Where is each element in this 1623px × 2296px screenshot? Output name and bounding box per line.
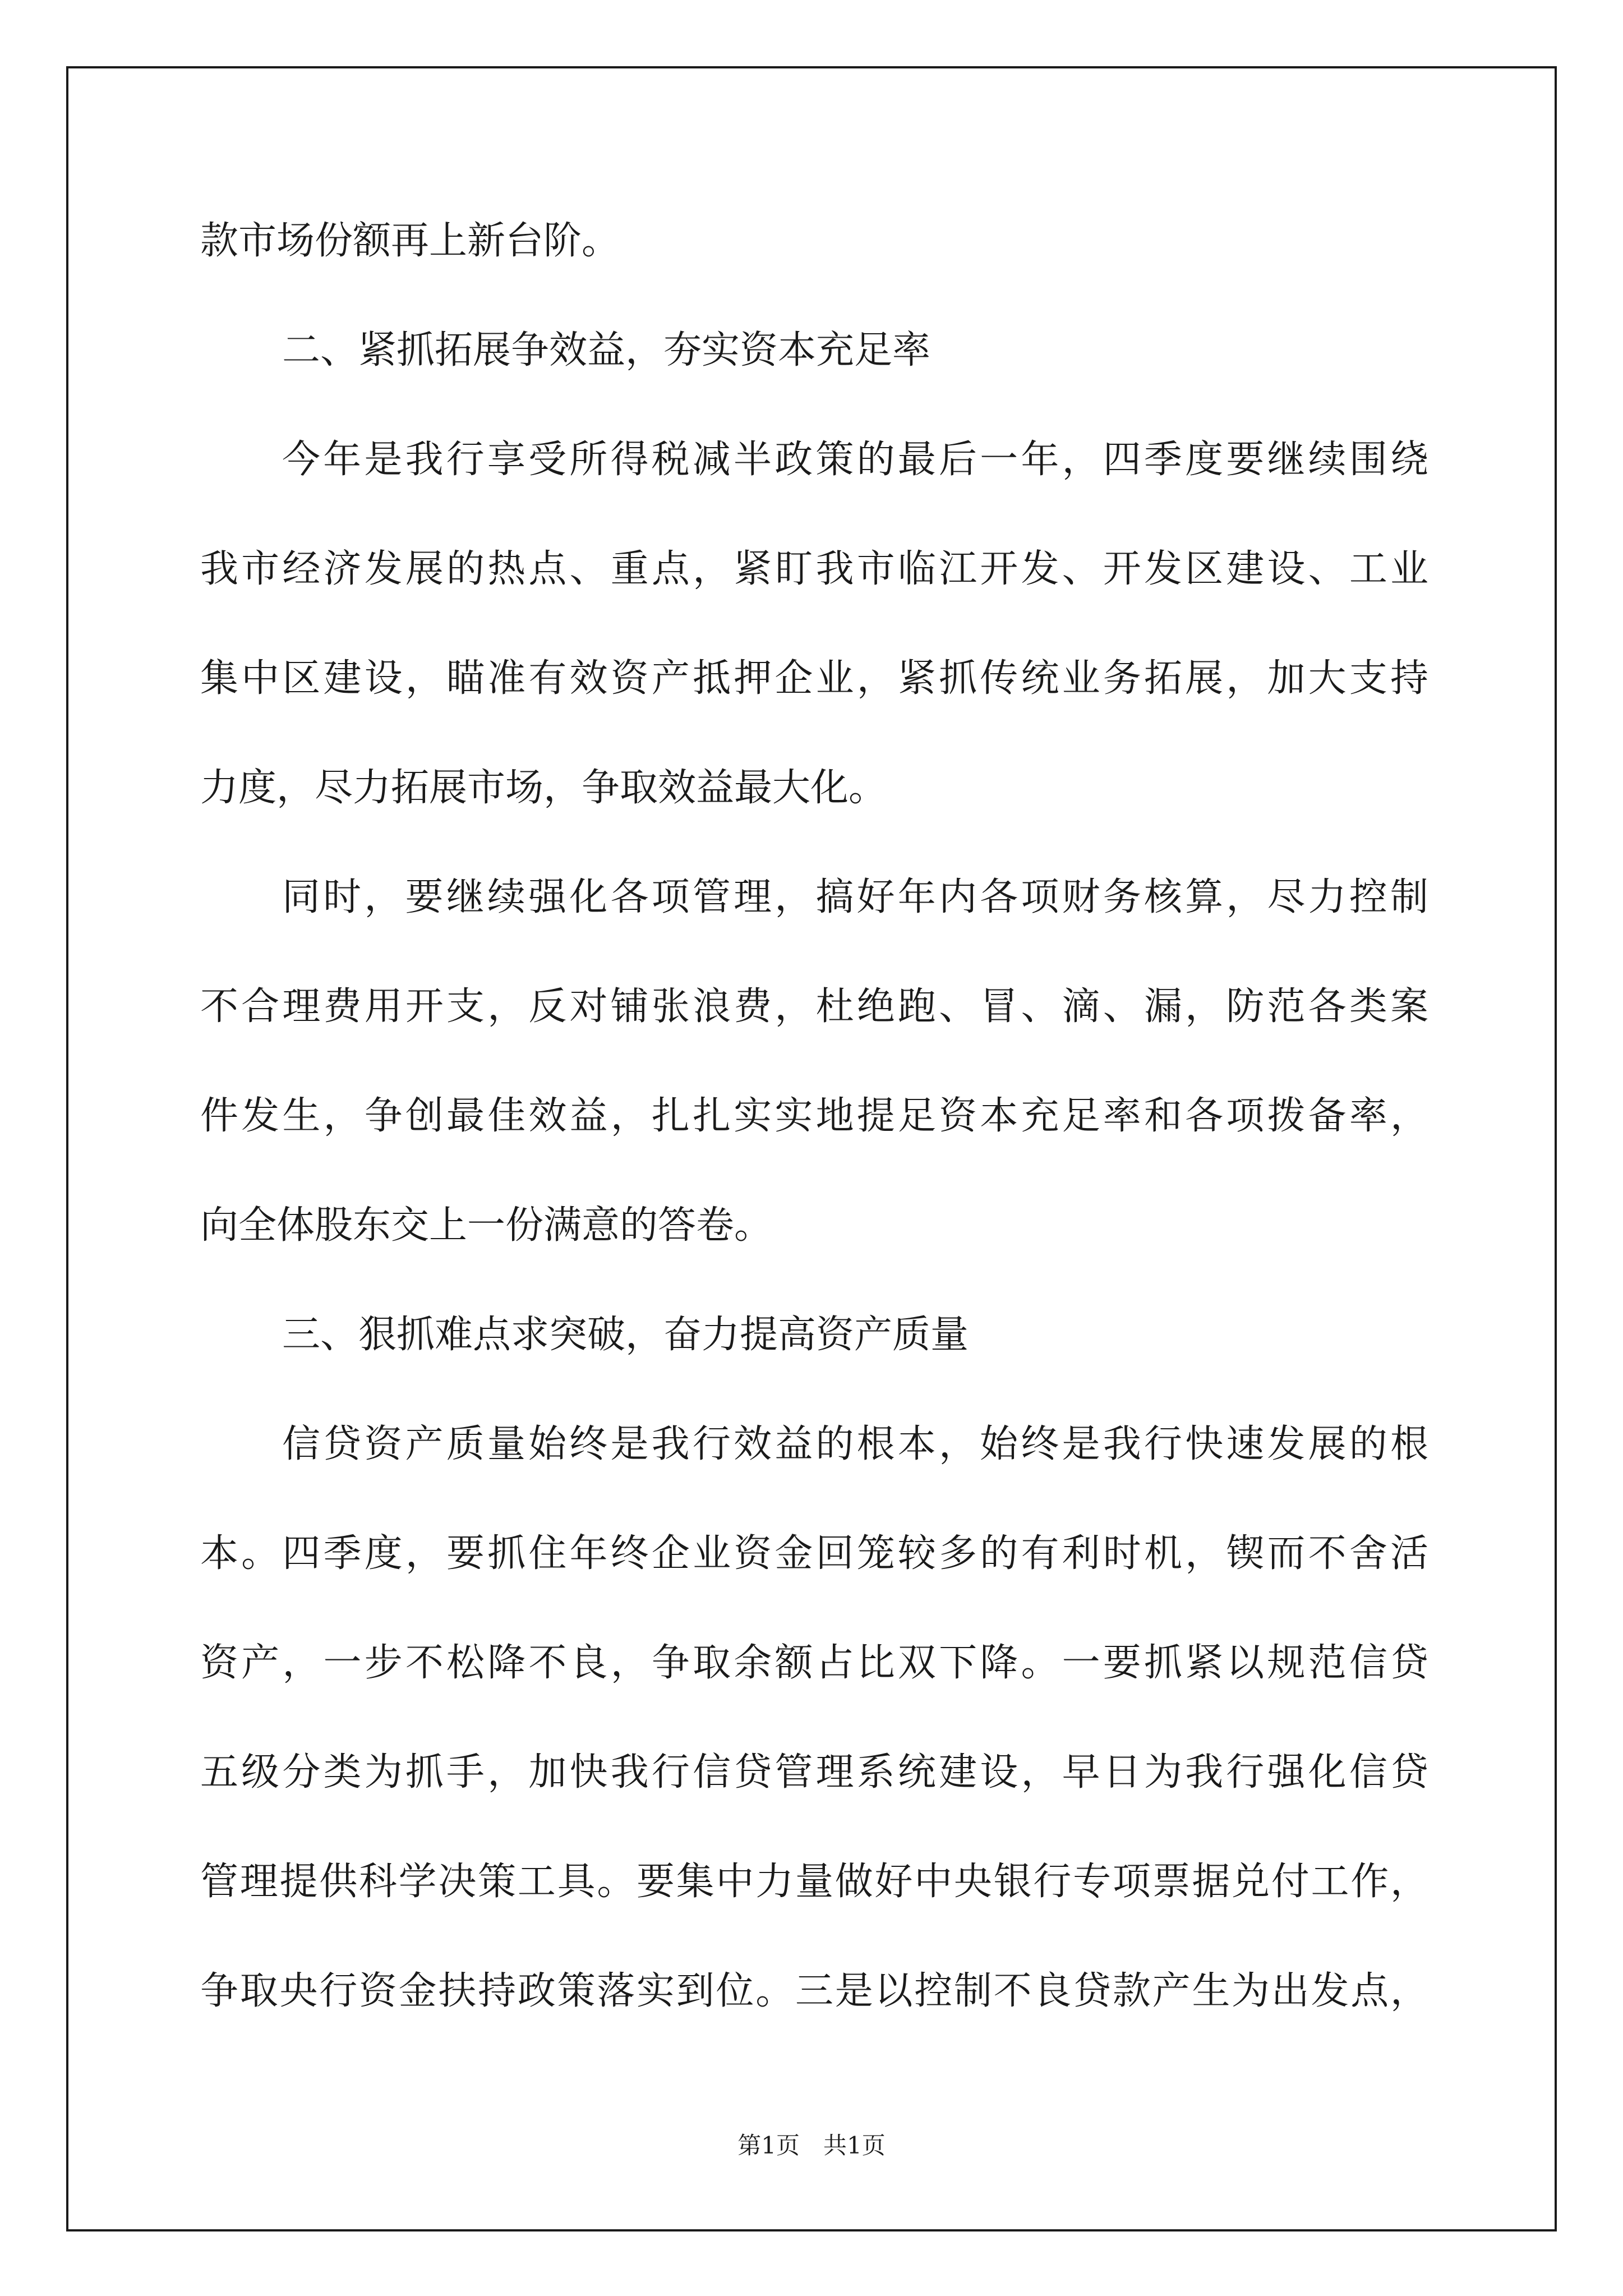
text-line: 款市场份额再上新台阶。 [200, 219, 620, 263]
text-line: 不合理费用开支，反对铺张浪费，杜绝跑、冒、滴、漏，防范各类案 [200, 984, 1428, 1029]
text-line: 本。四季度，要抓住年终企业资金回笼较多的有利时机，锲而不舍活 [200, 1531, 1428, 1576]
text-line: 五级分类为抓手，加快我行信贷管理系统建设，早日为我行强化信贷 [200, 1750, 1428, 1795]
text-line: 管理提供科学决策工具。要集中力量做好中央银行专项票据兑付工作， [200, 1860, 1428, 1904]
section-heading: 二、紧抓拓展争效益，夯实资本充足率 [282, 328, 931, 372]
page-footer: 第1页 共1页 [737, 2132, 886, 2159]
text-line: 我市经济发展的热点、重点，紧盯我市临江开发、开发区建设、工业 [200, 547, 1428, 591]
text-line: 力度，尽力拓展市场，争取效益最大化。 [200, 766, 887, 810]
text-line: 同时，要继续强化各项管理，搞好年内各项财务核算，尽力控制 [282, 875, 1428, 919]
text-line: 集中区建设，瞄准有效资产抵押企业，紧抓传统业务拓展，加大支持 [200, 656, 1428, 701]
text-line: 资产，一步不松降不良，争取余额占比双下降。一要抓紧以规范信贷 [200, 1641, 1428, 1685]
text-line: 向全体股东交上一份满意的答卷。 [200, 1203, 773, 1248]
text-line: 争取央行资金扶持政策落实到位。三是以控制不良贷款产生为出发点， [200, 1969, 1428, 2013]
text-line: 件发生，争创最佳效益，扎扎实实地提足资本充足率和各项拨备率， [200, 1094, 1428, 1138]
document-body [200, 213, 1428, 2073]
text-line: 信贷资产质量始终是我行效益的根本，始终是我行快速发展的根 [282, 1422, 1428, 1466]
text-line: 今年是我行享受所得税减半政策的最后一年，四季度要继续围绕 [282, 438, 1428, 482]
section-heading: 三、狠抓难点求突破，奋力提高资产质量 [282, 1313, 969, 1357]
